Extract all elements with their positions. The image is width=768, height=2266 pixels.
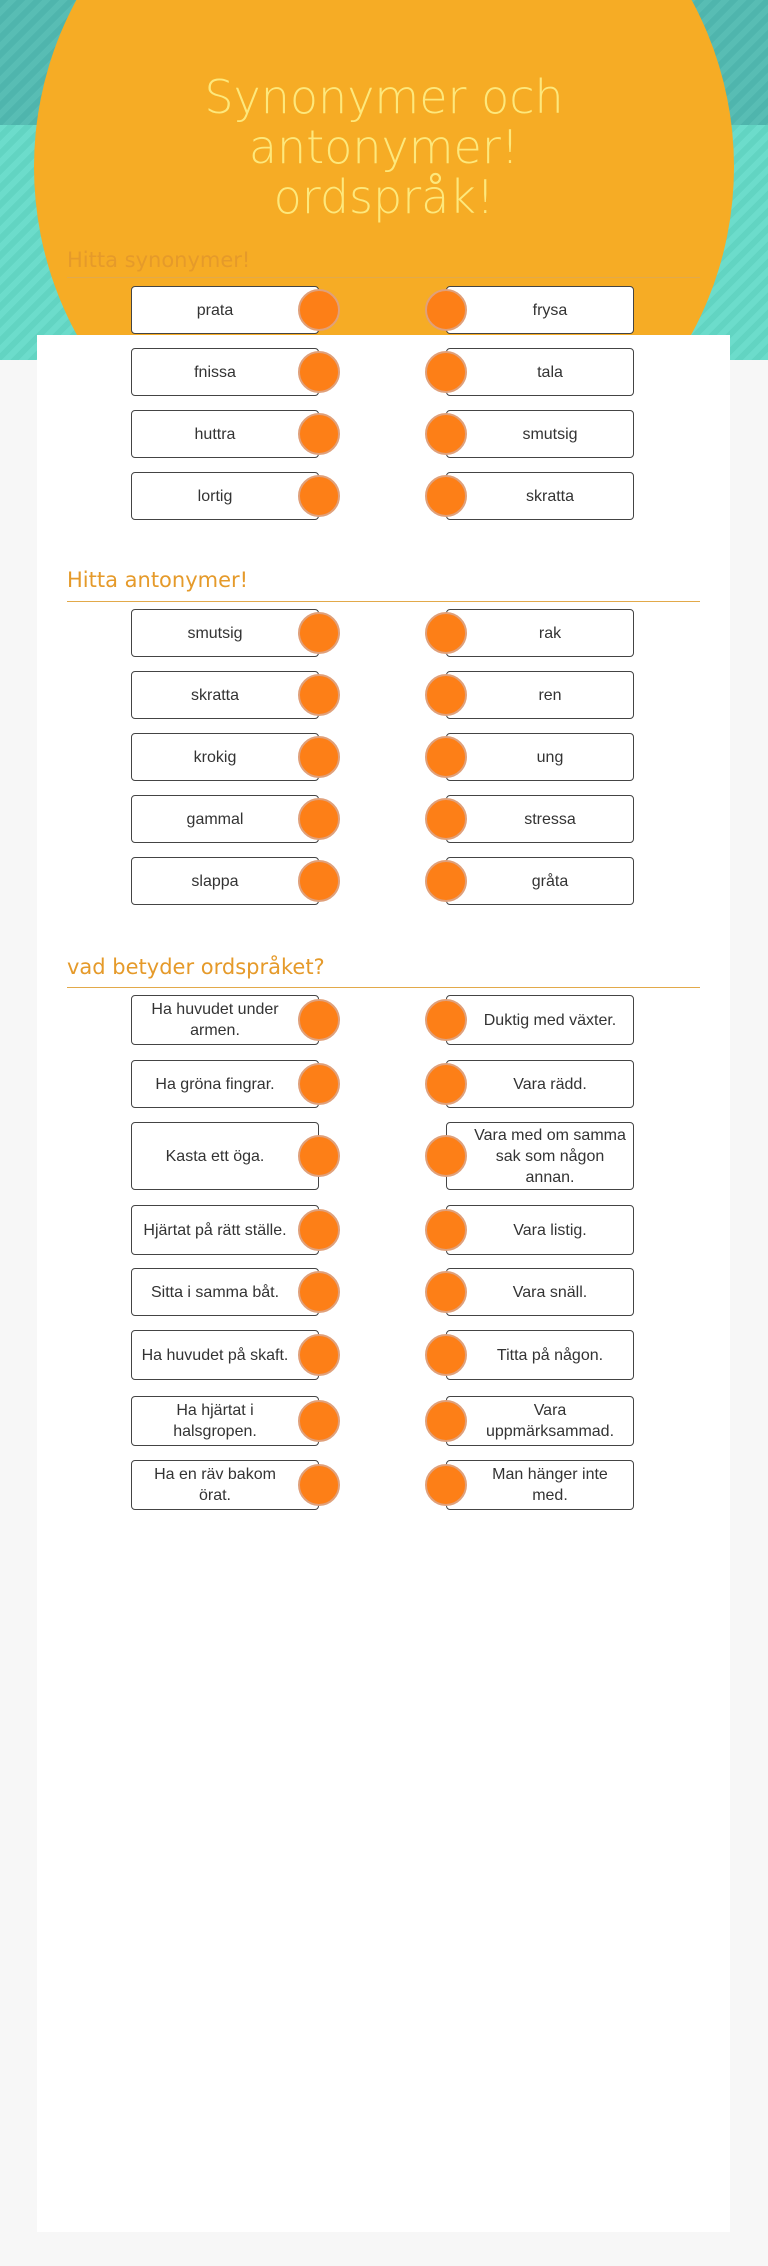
match-item-right[interactable]: Titta på någon. — [446, 1330, 634, 1380]
match-item-right[interactable]: Vara snäll. — [446, 1268, 634, 1316]
connector-dot[interactable] — [298, 1271, 340, 1313]
section-divider — [67, 601, 700, 602]
match-item-left[interactable]: huttra — [131, 410, 319, 458]
title-line: antonymer! — [248, 120, 520, 174]
connector-dot[interactable] — [298, 736, 340, 778]
match-item-right[interactable]: gråta — [446, 857, 634, 905]
match-item-left[interactable]: Ha huvudet på skaft. — [131, 1330, 319, 1380]
header-background — [0, 0, 768, 360]
connector-dot[interactable] — [425, 475, 467, 517]
connector-dot[interactable] — [298, 1209, 340, 1251]
match-item-right[interactable]: Duktig med växter. — [446, 995, 634, 1045]
connector-dot[interactable] — [425, 1400, 467, 1442]
match-item-left[interactable]: Sitta i samma båt. — [131, 1268, 319, 1316]
connector-dot[interactable] — [425, 612, 467, 654]
match-item-right[interactable]: tala — [446, 348, 634, 396]
connector-dot[interactable] — [425, 1334, 467, 1376]
connector-dot[interactable] — [425, 736, 467, 778]
match-item-right[interactable]: frysa — [446, 286, 634, 334]
connector-dot[interactable] — [425, 413, 467, 455]
connector-dot[interactable] — [298, 1464, 340, 1506]
match-item-left[interactable]: Ha gröna fingrar. — [131, 1060, 319, 1108]
connector-dot[interactable] — [425, 999, 467, 1041]
match-item-right[interactable]: stressa — [446, 795, 634, 843]
connector-dot[interactable] — [425, 798, 467, 840]
match-item-left[interactable]: smutsig — [131, 609, 319, 657]
title-line: ordspråk! — [273, 170, 495, 224]
connector-dot[interactable] — [425, 674, 467, 716]
match-item-left[interactable]: gammal — [131, 795, 319, 843]
connector-dot[interactable] — [298, 674, 340, 716]
page-title — [134, 72, 634, 222]
match-item-right[interactable]: rak — [446, 609, 634, 657]
connector-dot[interactable] — [425, 351, 467, 393]
connector-dot[interactable] — [298, 612, 340, 654]
connector-dot[interactable] — [298, 999, 340, 1041]
match-item-right[interactable]: Man hänger inte med. — [446, 1460, 634, 1510]
section-title: Hitta synonymer! — [67, 248, 251, 272]
match-item-left[interactable]: slappa — [131, 857, 319, 905]
connector-dot[interactable] — [298, 860, 340, 902]
connector-dot[interactable] — [298, 351, 340, 393]
section-title: Hitta antonymer! — [67, 568, 249, 592]
connector-dot[interactable] — [298, 1063, 340, 1105]
connector-dot[interactable] — [425, 289, 467, 331]
connector-dot[interactable] — [425, 1063, 467, 1105]
match-item-right[interactable]: ung — [446, 733, 634, 781]
section-divider — [67, 987, 700, 988]
connector-dot[interactable] — [425, 1271, 467, 1313]
connector-dot[interactable] — [425, 1464, 467, 1506]
section-title: vad betyder ordspråket? — [67, 955, 325, 979]
match-item-left[interactable]: Ha huvudet under armen. — [131, 995, 319, 1045]
connector-dot[interactable] — [298, 1400, 340, 1442]
connector-dot[interactable] — [425, 1209, 467, 1251]
match-item-left[interactable]: fnissa — [131, 348, 319, 396]
connector-dot[interactable] — [298, 1135, 340, 1177]
match-item-right[interactable]: ren — [446, 671, 634, 719]
match-item-left[interactable]: Hjärtat på rätt ställe. — [131, 1205, 319, 1255]
match-item-right[interactable]: Vara listig. — [446, 1205, 634, 1255]
connector-dot[interactable] — [298, 289, 340, 331]
match-item-right[interactable]: Vara rädd. — [446, 1060, 634, 1108]
connector-dot[interactable] — [425, 1135, 467, 1177]
section-divider — [67, 277, 700, 278]
match-item-right[interactable]: smutsig — [446, 410, 634, 458]
match-item-left[interactable]: skratta — [131, 671, 319, 719]
title-line: Synonymer och — [204, 70, 564, 124]
match-item-left[interactable]: krokig — [131, 733, 319, 781]
connector-dot[interactable] — [425, 860, 467, 902]
connector-dot[interactable] — [298, 475, 340, 517]
match-item-left[interactable]: lortig — [131, 472, 319, 520]
match-item-left[interactable]: Kasta ett öga. — [131, 1122, 319, 1190]
match-item-right[interactable]: Vara med om samma sak som någon annan. — [446, 1122, 634, 1190]
match-item-left[interactable]: prata — [131, 286, 319, 334]
match-item-left[interactable]: Ha en räv bakom örat. — [131, 1460, 319, 1510]
connector-dot[interactable] — [298, 798, 340, 840]
match-item-right[interactable]: Vara uppmärksammad. — [446, 1396, 634, 1446]
connector-dot[interactable] — [298, 1334, 340, 1376]
match-item-right[interactable]: skratta — [446, 472, 634, 520]
match-item-left[interactable]: Ha hjärtat i halsgropen. — [131, 1396, 319, 1446]
connector-dot[interactable] — [298, 413, 340, 455]
